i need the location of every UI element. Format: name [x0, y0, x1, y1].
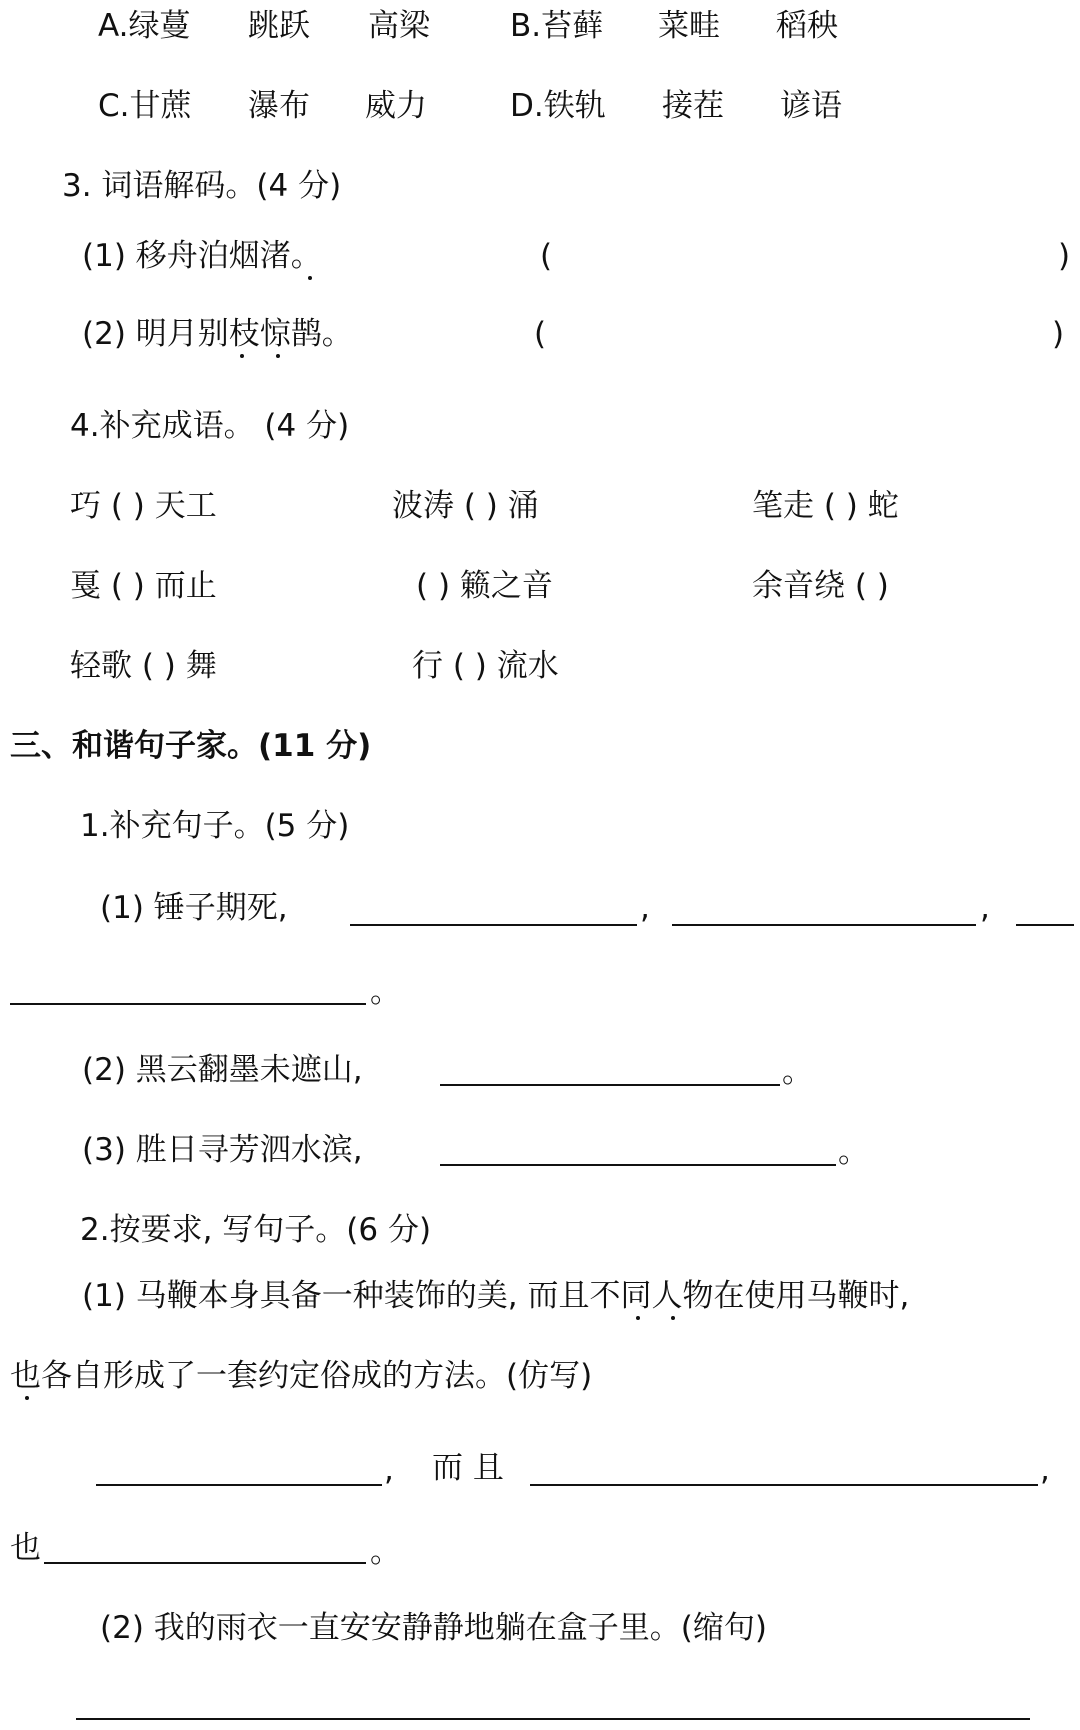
q4-title: 4.补充成语。 (4 分) [70, 408, 350, 444]
q3-title: 3. 词语解码。(4 分) [62, 168, 342, 204]
blank-line[interactable] [350, 924, 637, 926]
option-c-label: C.甘蔗 [98, 88, 192, 124]
blank-line[interactable] [530, 1484, 1038, 1486]
idiom-5: ( ) 籁之音 [416, 568, 553, 604]
idiom-1: 巧 ( ) 天工 [70, 488, 217, 524]
option-c-word-2: 瀑布 [248, 88, 310, 124]
comma: , [640, 890, 650, 926]
emphasis-dot [240, 354, 244, 358]
q2-sentence-1-line-1: (1) 马鞭本身具备一种装饰的美, 而且不同人物在使用马鞭时, [82, 1278, 910, 1314]
q2-title: 2.按要求, 写句子。(6 分) [80, 1212, 432, 1248]
period: 。 [782, 1054, 813, 1090]
period: 。 [838, 1134, 869, 1170]
ye-label: 也 [10, 1530, 41, 1566]
idiom-7: 轻歌 ( ) 舞 [70, 648, 217, 684]
emphasis-dot [308, 276, 312, 280]
q3-item-1: (1) 移舟泊烟渚。 [82, 238, 322, 274]
sentence-3-prompt: (3) 胜日寻芳泗水滨, [82, 1132, 363, 1168]
blank-line[interactable] [44, 1562, 366, 1564]
idiom-6: 余音绕 ( ) [752, 568, 889, 604]
q3-item-2: (2) 明月别枝惊鹊。 [82, 316, 353, 352]
answer-open-paren: ( [534, 316, 547, 352]
option-a-label: A.绿蔓 [98, 8, 191, 44]
option-d-word-2: 接茬 [662, 88, 724, 124]
idiom-4: 戛 ( ) 而止 [70, 568, 217, 604]
emphasis-dot [671, 1316, 675, 1320]
blank-line[interactable] [76, 1718, 1030, 1720]
answer-close-paren: ) [1052, 316, 1065, 352]
emphasis-dot [636, 1316, 640, 1320]
blank-line[interactable] [10, 1003, 366, 1005]
period: 。 [370, 974, 401, 1010]
q2-sentence-2: (2) 我的雨衣一直安安静静地躺在盒子里。(缩句) [100, 1610, 767, 1646]
option-a-word-3: 高梁 [368, 8, 430, 44]
idiom-8: 行 ( ) 流水 [412, 648, 559, 684]
sentence-2-prompt: (2) 黑云翻墨未遮山, [82, 1052, 363, 1088]
q2-sentence-1-line-2: 也各自形成了一套约定俗成的方法。(仿写) [10, 1358, 593, 1394]
blank-line[interactable] [96, 1484, 382, 1486]
option-d-word-3: 谚语 [780, 88, 842, 124]
answer-open-paren: ( [540, 238, 553, 274]
emphasis-dot [276, 354, 280, 358]
section-heading: 三、和谐句子家。(11 分) [10, 728, 372, 764]
comma: , [384, 1452, 394, 1488]
option-d-label: D.铁轨 [510, 88, 606, 124]
blank-line[interactable] [440, 1164, 836, 1166]
blank-line[interactable] [1016, 924, 1074, 926]
answer-close-paren: ) [1058, 238, 1071, 274]
q1-title: 1.补充句子。(5 分) [80, 808, 350, 844]
period: 。 [370, 1534, 401, 1570]
blank-line[interactable] [440, 1084, 780, 1086]
sentence-1-prompt: (1) 锤子期死, [100, 890, 288, 926]
option-b-label: B.苔藓 [510, 8, 604, 44]
option-c-word-3: 威力 [365, 88, 427, 124]
emphasis-dot [25, 1396, 29, 1400]
option-b-word-3: 稻秧 [776, 8, 838, 44]
comma: , [980, 890, 990, 926]
comma: , [1040, 1452, 1050, 1488]
idiom-3: 笔走 ( ) 蛇 [752, 488, 899, 524]
idiom-2: 波涛 ( ) 涌 [392, 488, 539, 524]
er-qie-label: 而 且 [432, 1450, 504, 1486]
option-b-word-2: 菜畦 [658, 8, 720, 44]
blank-line[interactable] [672, 924, 976, 926]
option-a-word-2: 跳跃 [248, 8, 310, 44]
